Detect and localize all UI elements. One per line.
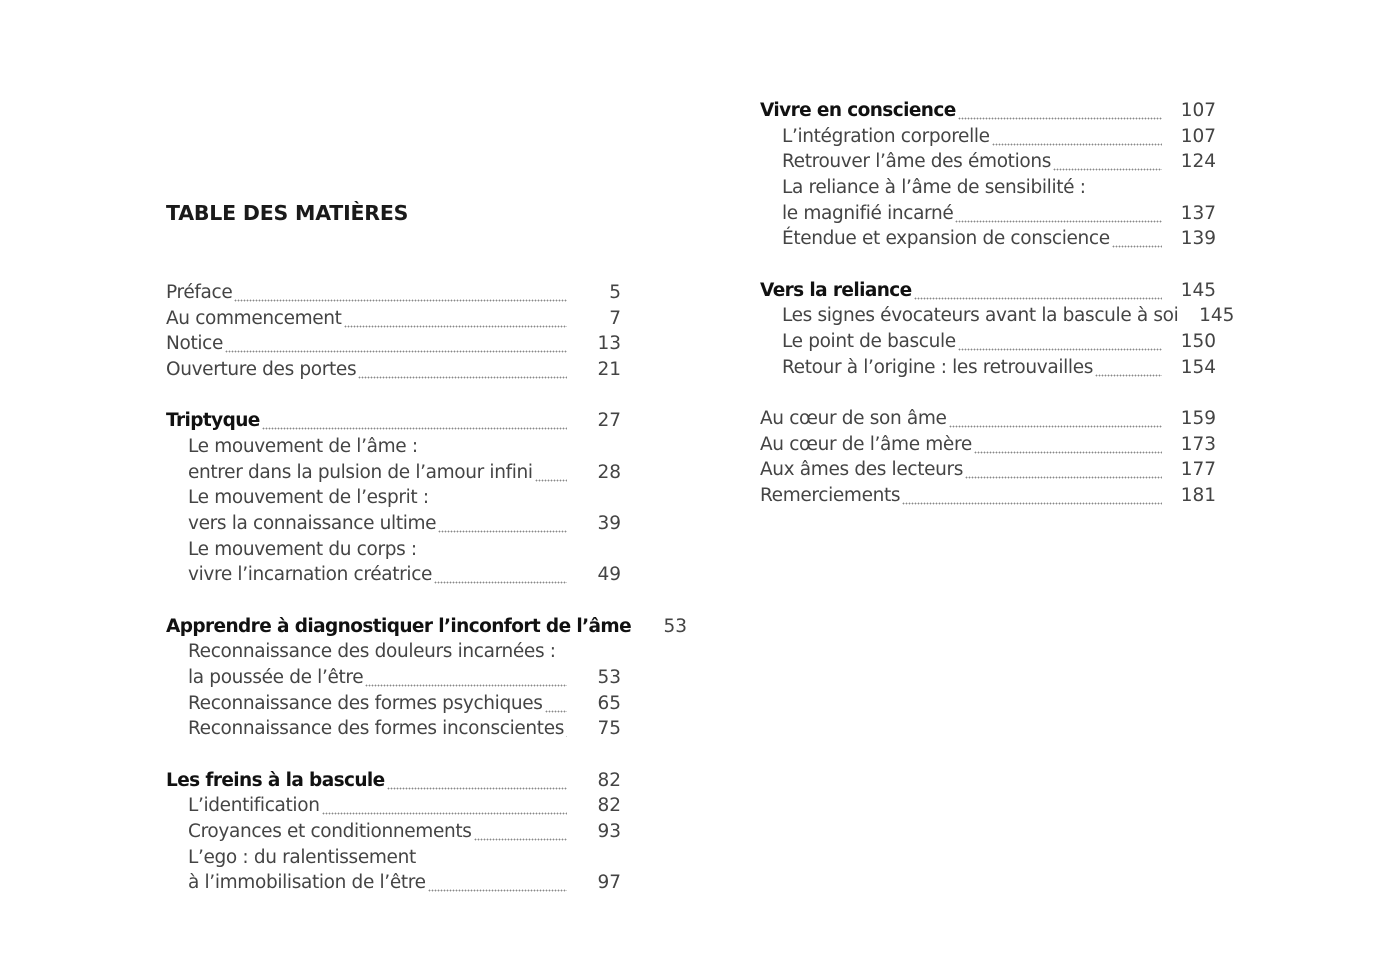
toc-entry-le-point-de-bascule	[760, 329, 1216, 355]
dot-leader	[438, 511, 567, 537]
toc-page-number: 145	[1199, 305, 1235, 327]
toc-entry-title: le magnifié incarné	[782, 202, 954, 224]
toc-left-column	[166, 280, 688, 921]
dot-leader	[965, 457, 1162, 483]
toc-section	[166, 280, 621, 383]
toc-entry-les-signes-evocateurs-avant-la-bascule-a	[760, 303, 1235, 329]
toc-page-number: 27	[597, 410, 621, 432]
toc-entry-retrouver-l-ame-des-emotions	[760, 149, 1216, 175]
toc-entry-vivre-l-incarnation-creatrice	[166, 562, 621, 588]
toc-page-number: 53	[663, 615, 688, 637]
toc-page-number: 107	[1180, 125, 1216, 147]
toc-entry-aux-ames-des-lecteurs	[760, 457, 1216, 483]
toc-entry-le-mouvement-de-l-esprit	[166, 485, 621, 511]
toc-entry-le-mouvement-de-l-ame	[166, 434, 621, 460]
toc-entry-reconnaissance-des-formes-psychiques	[166, 691, 621, 717]
toc-entry-title: à l’immobilisation de l’être	[188, 872, 426, 894]
toc-section	[166, 768, 621, 896]
dot-leader	[358, 357, 567, 383]
toc-entry-preface	[166, 280, 621, 306]
dot-leader	[949, 406, 1162, 432]
toc-entry-title: Au cœur de l’âme mère	[760, 433, 972, 455]
toc-page-number: 21	[597, 359, 621, 381]
toc-entry-title: Croyances et conditionnements	[188, 820, 472, 842]
toc-entry-l-ego-du-ralentissement	[166, 845, 621, 871]
toc-page-number: 145	[1180, 279, 1216, 301]
toc-chapter-title: Les freins à la bascule	[166, 769, 385, 791]
toc-entry-title: Aux âmes des lecteurs	[760, 459, 964, 481]
toc-entry-la-poussee-de-l-etre	[166, 665, 621, 691]
toc-page-number: 124	[1180, 151, 1216, 173]
toc-page-number: 97	[597, 872, 621, 894]
toc-page-number: 139	[1180, 228, 1216, 250]
toc-entry-le-magnifie-incarne	[760, 201, 1216, 227]
dot-leader	[1095, 355, 1162, 381]
toc-entry-title: Retour à l’origine : les retrouvailles	[782, 356, 1094, 378]
toc-entry-le-mouvement-du-corps	[166, 537, 621, 563]
toc-entry-title: Ouverture des portes	[166, 359, 357, 381]
dot-leader	[545, 691, 567, 717]
toc-entry-title: entrer dans la pulsion de l’amour infini	[188, 461, 533, 483]
toc-page-number: 7	[609, 307, 621, 329]
dot-leader	[428, 870, 567, 896]
toc-page-number: 173	[1180, 433, 1216, 455]
toc-entry-title: Reconnaissance des formes psychiques	[188, 692, 543, 714]
dot-leader	[344, 306, 567, 332]
toc-entry-title: Reconnaissance des douleurs incarnées :	[188, 641, 556, 663]
toc-entry-triptyque	[166, 408, 621, 434]
toc-entry-l-integration-corporelle	[760, 124, 1216, 150]
toc-page-number: 177	[1180, 459, 1216, 481]
toc-entry-reconnaissance-des-douleurs-incarnees	[166, 639, 621, 665]
toc-entry-apprendre-a-diagnostiquer-l-inconfort-de	[166, 614, 688, 640]
toc-entry-la-reliance-a-l-ame-de-sensibilite	[760, 175, 1216, 201]
toc-entry-vers-la-reliance	[760, 278, 1216, 304]
toc-entry-title: Le point de bascule	[782, 331, 956, 352]
toc-entry-title: L’ego : du ralentissement	[188, 846, 416, 868]
toc-entry-title: Le mouvement du corps :	[188, 538, 417, 560]
toc-entry-vivre-en-conscience	[760, 98, 1216, 124]
toc-entry-title: Remerciements	[760, 484, 901, 506]
toc-chapter-title: Vivre en conscience	[760, 100, 956, 121]
dot-leader	[1053, 149, 1162, 175]
toc-page-number: 65	[597, 692, 621, 714]
toc-entry-au-c-ur-de-l-ame-mere	[760, 432, 1216, 458]
toc-chapter-title: Triptyque	[166, 410, 260, 432]
dot-leader	[974, 432, 1162, 458]
toc-right-column	[760, 98, 1235, 534]
dot-leader	[535, 460, 567, 486]
toc-entry-au-c-ur-de-son-ame	[760, 406, 1216, 432]
dot-leader	[262, 408, 567, 434]
toc-entry-remerciements	[760, 483, 1216, 509]
dot-leader	[365, 665, 567, 691]
toc-page-number: 5	[609, 282, 621, 303]
dot-leader	[434, 562, 567, 588]
toc-entry-etendue-et-expansion-de-conscience	[760, 226, 1216, 252]
toc-entry-title: Préface	[166, 282, 233, 303]
toc-section	[166, 408, 621, 588]
dot-leader	[902, 483, 1162, 509]
toc-entry-notice	[166, 331, 621, 357]
toc-page-number: 154	[1180, 356, 1216, 378]
dot-leader	[955, 201, 1162, 227]
toc-page-number: 150	[1180, 331, 1216, 352]
dot-leader	[958, 329, 1162, 355]
dot-leader	[914, 278, 1162, 304]
toc-entry-title: Étendue et expansion de conscience	[782, 228, 1110, 250]
toc-entry-vers-la-connaissance-ultime	[166, 511, 621, 537]
toc-entry-a-l-immobilisation-de-l-etre	[166, 870, 621, 896]
toc-entry-entrer-dans-la-pulsion-de-l-amour-infini	[166, 460, 621, 486]
toc-page-number: 75	[597, 718, 621, 740]
dot-leader	[992, 124, 1162, 150]
toc-page-number: 107	[1180, 100, 1216, 121]
toc-entry-title: vivre l’incarnation créatrice	[188, 564, 433, 586]
toc-entry-les-freins-a-la-bascule	[166, 768, 621, 794]
toc-entry-title: Notice	[166, 333, 224, 355]
toc-entry-l-identification	[166, 793, 621, 819]
toc-entry-title: Au commencement	[166, 307, 342, 329]
toc-page-number: 13	[597, 333, 621, 355]
toc-entry-reconnaissance-des-formes-inconscientes	[166, 716, 621, 742]
dot-leader	[566, 716, 567, 742]
toc-page-number: 181	[1180, 484, 1216, 506]
toc-page-number: 39	[597, 513, 621, 534]
dot-leader	[387, 768, 567, 794]
toc-entry-title: L’identification	[188, 795, 320, 817]
toc-chapter-title: Vers la reliance	[760, 279, 912, 301]
toc-entry-title: Le mouvement de l’âme :	[188, 435, 418, 457]
dot-leader	[234, 280, 567, 306]
toc-entry-title: Le mouvement de l’esprit :	[188, 487, 429, 509]
toc-entry-title: Retrouver l’âme des émotions	[782, 151, 1052, 173]
toc-entry-ouverture-des-portes	[166, 357, 621, 383]
toc-entry-title: Les signes évocateurs avant la bascule à soi	[782, 305, 1179, 327]
toc-entry-title: Au cœur de son âme	[760, 407, 947, 429]
toc-entry-retour-a-l-origine-les-retrouvailles	[760, 355, 1216, 381]
toc-page-number: 159	[1180, 407, 1216, 429]
dot-leader	[958, 98, 1162, 124]
toc-section	[760, 406, 1216, 509]
toc-entry-title: la poussée de l’être	[188, 666, 364, 688]
toc-chapter-title: Apprendre à diagnostiquer l’inconfort de l’âme	[166, 615, 632, 637]
dot-leader	[1112, 226, 1162, 252]
toc-section	[760, 98, 1216, 252]
toc-entry-title: L’intégration corporelle	[782, 125, 990, 147]
dot-leader	[225, 331, 567, 357]
toc-page-number: 82	[597, 769, 621, 791]
toc-entry-croyances-et-conditionnements	[166, 819, 621, 845]
toc-page-number: 82	[597, 795, 621, 817]
toc-entry-title: La reliance à l’âme de sensibilité :	[782, 177, 1086, 199]
toc-page-number: 28	[597, 461, 621, 483]
toc-page-number: 49	[597, 564, 621, 586]
toc-entry-title: Reconnaissance des formes inconscientes	[188, 718, 565, 740]
toc-page-number: 53	[597, 666, 621, 688]
toc-section	[760, 278, 1235, 381]
toc-entry-title: vers la connaissance ultime	[188, 513, 437, 534]
page-title: TABLE DES MATIÈRES	[166, 201, 409, 225]
toc-entry-au-commencement	[166, 306, 621, 332]
toc-page-number: 137	[1180, 202, 1216, 224]
toc-page-number: 93	[597, 820, 621, 842]
toc-section	[166, 614, 688, 742]
dot-leader	[322, 793, 567, 819]
dot-leader	[474, 819, 567, 845]
